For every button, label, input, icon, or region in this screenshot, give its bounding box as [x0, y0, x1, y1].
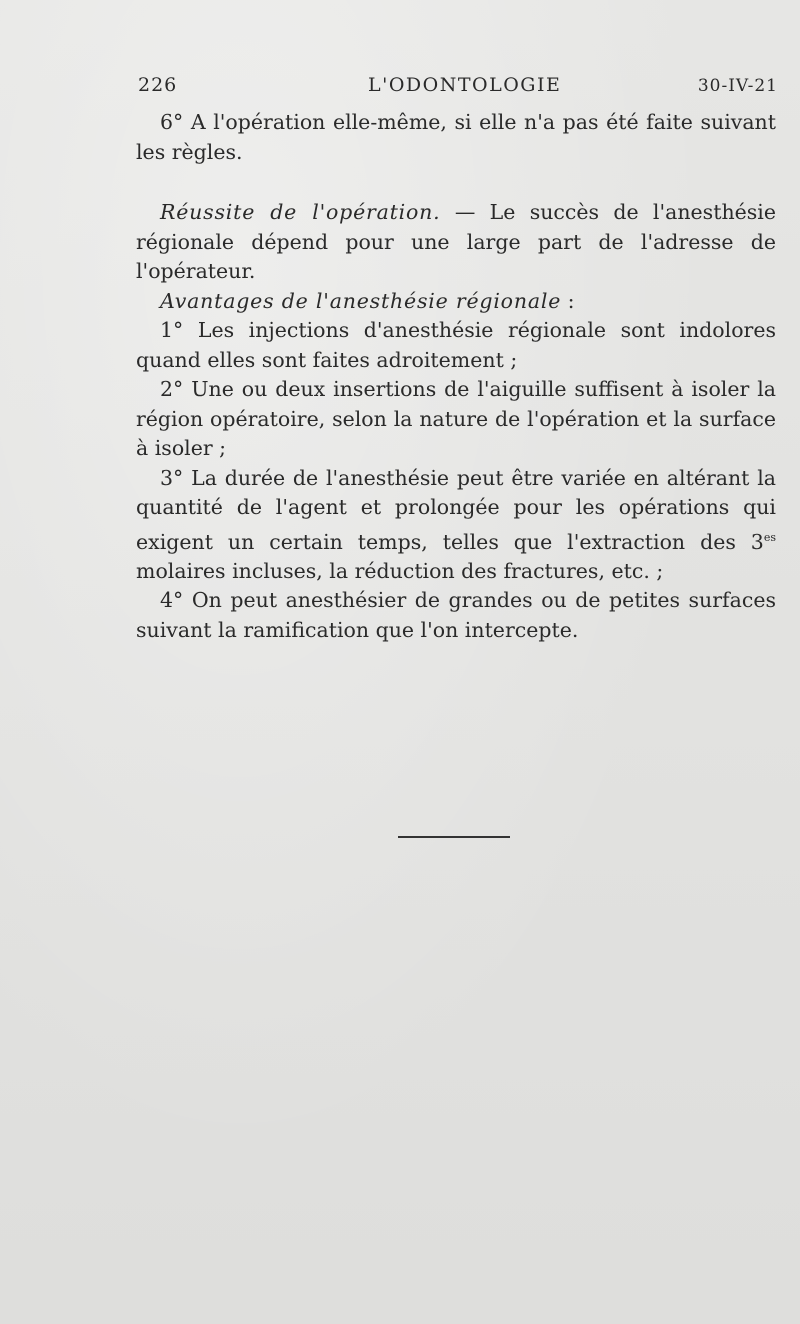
list-item-advantage-2: 2° Une ou deux insertions de l'aiguille suffisent à isoler la région opératoire, selon la nature de l'opération et la surface à isoler ; — [136, 377, 776, 460]
paragraph-item-6: 6° A l'opération elle-même, si elle n'a pas été faite suivant les règles. — [136, 110, 776, 164]
ordinal-superscript: es — [763, 530, 776, 544]
running-header — [138, 74, 778, 102]
advantages-colon: : — [561, 288, 575, 313]
body-text — [136, 108, 776, 645]
section-title-advantages: Avantages de l'anesthésie régionale — [160, 288, 562, 313]
page-number: 226 — [138, 74, 178, 96]
advantage-3-text: 3° La durée de l'anesthésie peut être variée en altérant la quantité de l'agent et prolongée pour les opérations qui exigent un certain temps, telles que l'extraction des 3 — [136, 465, 776, 554]
section-divider — [398, 836, 510, 838]
journal-title: L'ODONTOLOGIE — [368, 74, 562, 96]
advantage-3-text-end: molaires incluses, la réduction des fractures, etc. ; — [136, 558, 664, 583]
list-item-advantage-3 — [136, 464, 776, 587]
success-text: — Le succès de l'anesthésie régionale dépend pour une large part de l'adresse de l'opérateur. — [136, 200, 776, 283]
issue-date: 30-IV-21 — [697, 76, 778, 96]
list-item-advantage-1: 1° Les injections d'anesthésie régionale sont indolores quand elles sont faites adroitement ; — [136, 318, 776, 372]
list-item-advantage-4: 4° On peut anesthésier de grandes ou de petites surfaces suivant la ramification que l'on intercepte. — [136, 588, 776, 642]
paragraph-success — [136, 198, 776, 287]
section-title-success: Réussite de l'opération. — [160, 200, 441, 224]
paragraph-advantages-heading — [136, 287, 776, 317]
